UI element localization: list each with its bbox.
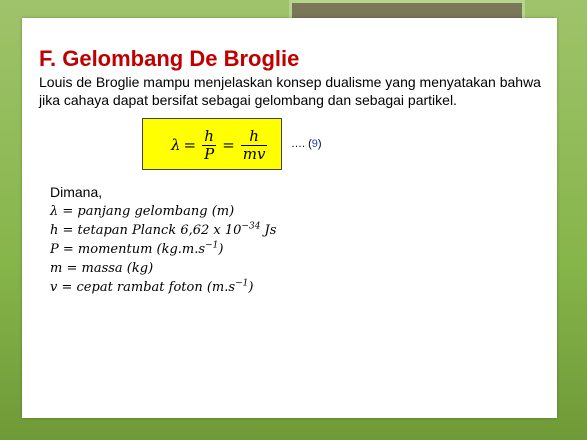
- formula-fraction-2: [241, 128, 268, 163]
- definition-p: P = momentum $(kg.m.s^{-1})$: [50, 240, 224, 257]
- definition-symbol: v: [50, 280, 58, 295]
- definition-text: massa (kg): [81, 261, 154, 276]
- slide-title: F. Gelombang De Broglie: [39, 46, 300, 71]
- definition-symbol: m: [50, 261, 63, 276]
- equation-reference: [291, 138, 322, 150]
- definition-exponent: −34: [241, 221, 261, 232]
- definition-text: panjang gelombang (m): [77, 204, 235, 219]
- definition-symbol: λ: [50, 204, 59, 219]
- definition-exponent: −1: [205, 240, 219, 251]
- formula-lambda: λ: [171, 136, 181, 154]
- where-label: Dimana,: [50, 184, 103, 200]
- definition-suffix: Js: [260, 223, 277, 238]
- definition-text: tetapan Planck 6,62 x 10: [77, 223, 242, 238]
- definition-symbol: P: [50, 242, 59, 257]
- fraction-1-numerator: h: [204, 126, 214, 145]
- definition-h: h = tetapan Planck 6,62 x $10^{-34}$ Js: [50, 221, 277, 238]
- definition-text: cepat rambat foton (m.s: [76, 280, 236, 295]
- definition-symbol: h: [50, 223, 59, 238]
- equation-ref-number: 9: [311, 138, 318, 150]
- fraction-1-denominator: P: [204, 144, 215, 163]
- definition-text: momentum (kg.m.s: [77, 242, 206, 257]
- definition-lambda: λ = panjang gelombang (m): [50, 204, 235, 219]
- fraction-2-numerator: h: [249, 126, 259, 145]
- definition-exponent: −1: [235, 278, 249, 289]
- formula-equals-2: =: [222, 136, 235, 154]
- formula-equals-1: =: [183, 136, 197, 154]
- intro-paragraph: Louis de Broglie mampu menjelaskan konsep dualisme yang menyatakan bahwa jika cahaya dapat bersifat sebagai gelombang dan sebagai partikel.: [39, 74, 541, 108]
- definition-m: m = massa (kg): [50, 261, 154, 276]
- definition-suffix: ): [248, 280, 254, 295]
- de-broglie-formula: [171, 122, 270, 168]
- definition-v: v = cepat rambat foton $(m.s^{-1})$: [50, 278, 254, 295]
- fraction-2-denominator: mv: [242, 144, 266, 163]
- formula-fraction-1: [202, 128, 216, 163]
- equation-ref-suffix: ): [317, 138, 322, 150]
- definitions-list: [50, 202, 276, 297]
- definition-suffix: ): [218, 242, 224, 257]
- equation-ref-prefix: …. (: [291, 138, 312, 150]
